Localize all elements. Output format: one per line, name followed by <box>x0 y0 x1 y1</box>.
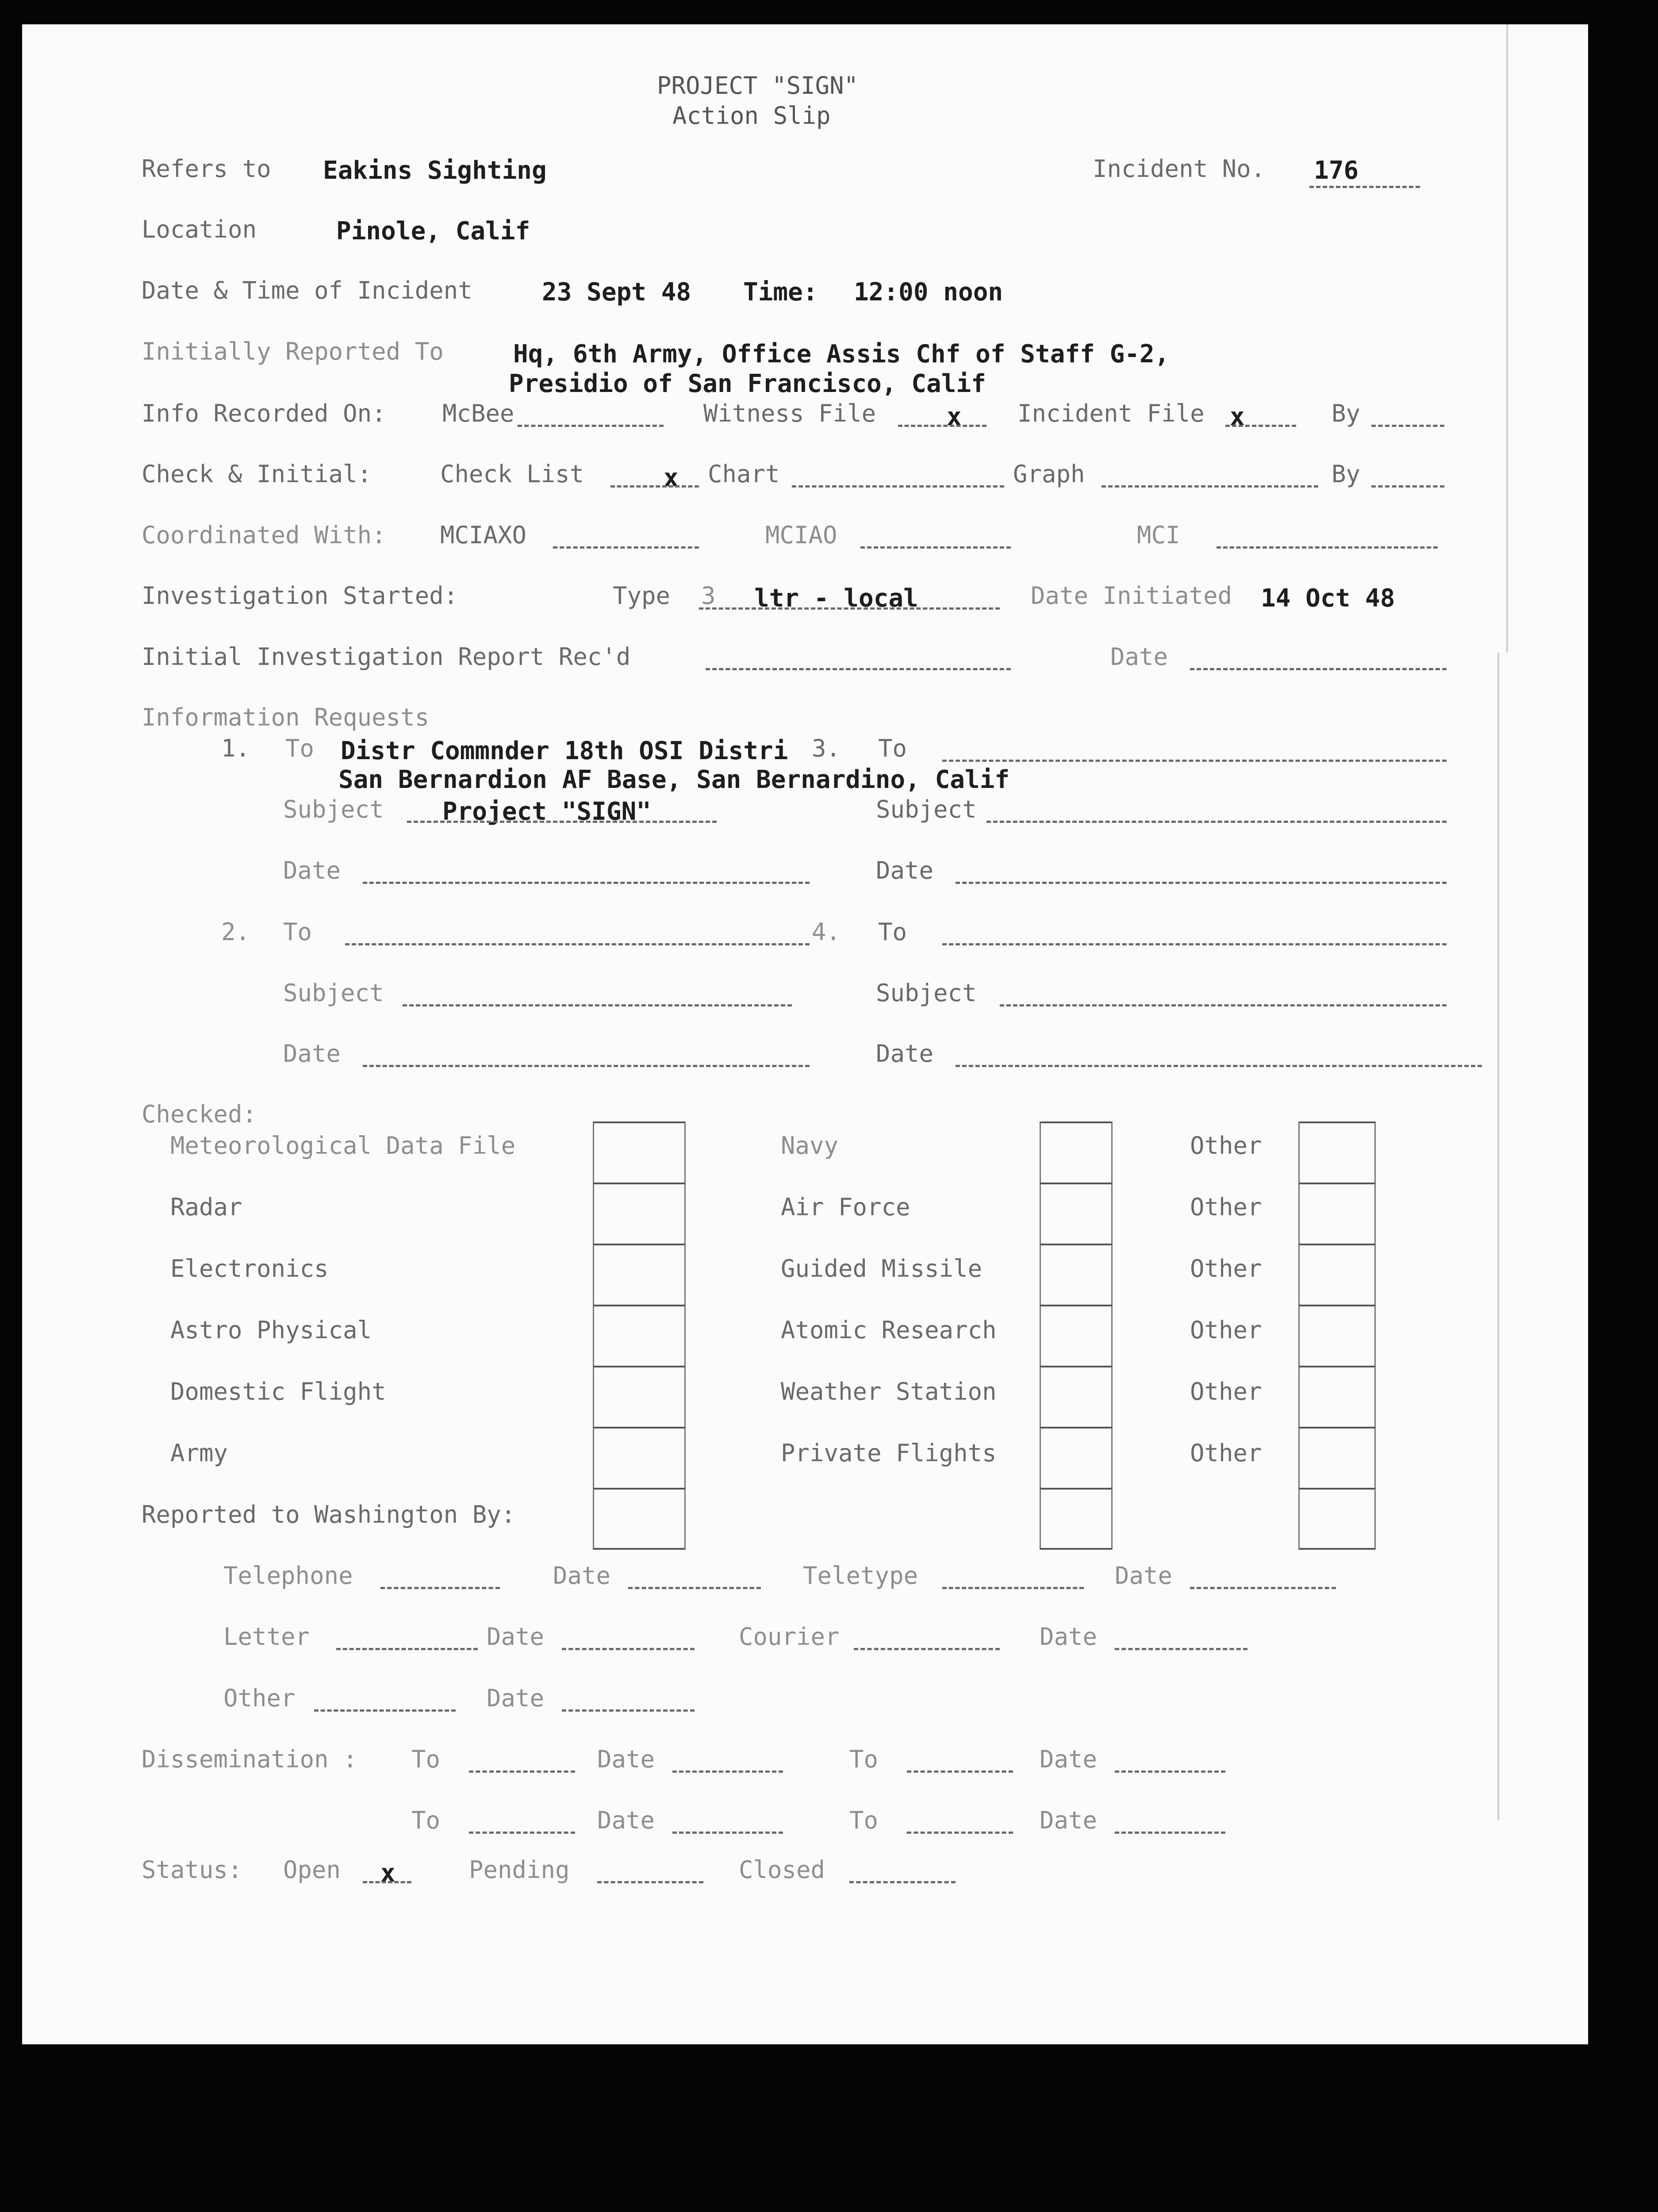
refers-to-label: Refers to <box>142 155 271 183</box>
mcbee-label: McBee <box>442 399 514 427</box>
checkbox-other-3[interactable] <box>1298 1244 1376 1305</box>
teletype-label: Teletype <box>803 1562 918 1590</box>
dissemination-to-1-blank <box>469 1770 575 1773</box>
request-3-subject-label: Subject <box>876 795 977 823</box>
mciao-blank <box>860 546 1011 549</box>
checkbox-domestic-flight[interactable] <box>593 1366 686 1427</box>
checkbox-private-flights[interactable] <box>1040 1427 1113 1488</box>
checkbox-other-6[interactable] <box>1298 1427 1376 1488</box>
initial-report-date-blank <box>1190 668 1447 670</box>
checked-other-2: Other <box>1190 1193 1262 1221</box>
graph-blank <box>1101 485 1318 488</box>
courier-blank <box>854 1648 1000 1650</box>
checked-electronics: Electronics <box>170 1255 329 1283</box>
initial-report-date-label: Date <box>1110 643 1168 671</box>
status-pending-label: Pending <box>469 1856 570 1884</box>
request-3-date-blank <box>956 882 1447 884</box>
request-1-to-value-line2: San Bernardion AF Base, San Bernardino, Calif <box>338 765 1010 794</box>
dissemination-date-2-blank <box>1115 1770 1225 1773</box>
incident-label: Incident No. <box>1093 155 1266 183</box>
teletype-date-label: Date <box>1115 1562 1173 1590</box>
checkbox-guided-missile[interactable] <box>1040 1244 1113 1305</box>
request-1-subject-blank <box>407 821 717 823</box>
status-open-blank <box>363 1881 411 1883</box>
dissemination-date-1: Date <box>597 1745 655 1773</box>
check-list-label: Check List <box>440 460 584 488</box>
checkbox-atomic-research[interactable] <box>1040 1305 1113 1366</box>
letter-date-label: Date <box>487 1623 545 1651</box>
investigation-type-value: 3 <box>701 582 716 610</box>
letter-date-blank <box>562 1648 695 1650</box>
checked-private-flights: Private Flights <box>781 1439 997 1467</box>
info-by-blank <box>1371 425 1444 427</box>
location-value: Pinole, Calif <box>336 217 530 246</box>
incident-file-label: Incident File <box>1017 399 1205 427</box>
request-2-date-blank <box>363 1065 810 1067</box>
letter-label: Letter <box>223 1623 310 1651</box>
initially-reported-line1: Hq, 6th Army, Office Assis Chf of Staff G-2, <box>513 340 1170 369</box>
checked-navy: Navy <box>781 1132 839 1160</box>
courier-date-blank <box>1115 1648 1247 1650</box>
request-4-number: 4. <box>812 918 841 946</box>
request-2-to-label: To <box>283 918 312 946</box>
check-list-blank <box>610 485 699 488</box>
checkbox-air-force[interactable] <box>1040 1183 1113 1244</box>
request-3-number: 3. <box>812 734 841 762</box>
incident-time: 12:00 noon <box>854 278 1003 307</box>
telephone-date-blank <box>628 1587 761 1589</box>
checkbox-column2-extra[interactable] <box>1040 1488 1113 1550</box>
other-date-blank <box>562 1709 695 1712</box>
refers-to-value: Eakins Sighting <box>323 156 547 185</box>
checkbox-other-4[interactable] <box>1298 1305 1376 1366</box>
status-closed-label: Closed <box>739 1856 825 1884</box>
form-title: PROJECT "SIGN" <box>657 72 859 100</box>
request-4-date-blank <box>956 1065 1482 1067</box>
courier-date-label: Date <box>1040 1623 1098 1651</box>
checkbox-army[interactable] <box>593 1427 686 1488</box>
letter-blank <box>336 1648 478 1650</box>
incident-file-mark: x <box>1230 403 1245 431</box>
dissemination-label: Dissemination : <box>142 1745 357 1773</box>
chart-label: Chart <box>708 460 780 488</box>
checked-astro-physical: Astro Physical <box>170 1316 372 1344</box>
check-initial-label: Check & Initial: <box>142 460 372 488</box>
dissemination-to-3-blank <box>469 1832 575 1834</box>
checkbox-meteorological[interactable] <box>593 1121 686 1183</box>
dissemination-to-4-blank <box>907 1832 1013 1834</box>
info-requests-label: Information Requests <box>142 703 430 731</box>
checked-other-6: Other <box>1190 1439 1262 1467</box>
coordinated-mciao: MCIAO <box>765 521 837 549</box>
telephone-blank <box>380 1587 500 1589</box>
request-2-to-blank <box>345 943 810 945</box>
request-3-date-label: Date <box>876 856 934 884</box>
checked-air-force: Air Force <box>781 1193 910 1221</box>
checkbox-radar[interactable] <box>593 1183 686 1244</box>
graph-label: Graph <box>1013 460 1085 488</box>
teletype-date-blank <box>1190 1587 1336 1589</box>
dissemination-to-4: To <box>849 1806 879 1834</box>
mciaxo-blank <box>553 546 699 549</box>
checked-radar: Radar <box>170 1193 242 1221</box>
info-by-label: By <box>1332 399 1361 427</box>
request-3-to-blank <box>942 760 1447 762</box>
request-1-subject-label: Subject <box>283 795 384 823</box>
request-4-to-blank <box>942 943 1447 945</box>
checkbox-astro-physical[interactable] <box>593 1305 686 1366</box>
coordinated-mciaxo: MCIAXO <box>440 521 527 549</box>
check-by-blank <box>1371 485 1444 488</box>
initially-reported-line2: Presidio of San Francisco, Calif <box>509 369 986 398</box>
investigation-label: Investigation Started: <box>142 582 458 610</box>
status-pending-blank <box>597 1881 703 1883</box>
request-1-date-blank <box>363 882 810 884</box>
checked-meteorological: Meteorological Data File <box>170 1132 516 1160</box>
status-closed-blank <box>849 1881 956 1883</box>
check-list-mark: x <box>664 464 679 492</box>
dissemination-date-3: Date <box>597 1806 655 1834</box>
checkbox-weather-station[interactable] <box>1040 1366 1113 1427</box>
scan-edge-line-lower <box>1497 653 1499 1820</box>
dissemination-date-4: Date <box>1040 1806 1098 1834</box>
checked-weather-station: Weather Station <box>781 1378 997 1406</box>
time-label: Time: <box>743 278 818 307</box>
request-2-subject-blank <box>403 1004 792 1006</box>
dissemination-date-3-blank <box>672 1832 783 1834</box>
mci-blank <box>1217 546 1438 549</box>
info-recorded-label: Info Recorded On: <box>142 399 386 427</box>
other-date-label: Date <box>487 1684 545 1712</box>
request-4-date-label: Date <box>876 1040 934 1068</box>
checked-other-1: Other <box>1190 1132 1262 1160</box>
date-initiated-label: Date Initiated <box>1031 582 1232 610</box>
status-label: Status: <box>142 1856 242 1884</box>
checkbox-column3-extra[interactable] <box>1298 1488 1376 1550</box>
request-1-number: 1. <box>221 734 250 762</box>
status-open-mark: x <box>380 1859 395 1888</box>
request-4-subject-label: Subject <box>876 979 977 1007</box>
telephone-label: Telephone <box>223 1562 353 1590</box>
investigation-type-label: Type <box>613 582 671 610</box>
request-1-date-label: Date <box>283 856 341 884</box>
mcbee-blank <box>518 425 664 427</box>
checkbox-column1-extra[interactable] <box>593 1488 686 1550</box>
date-initiated-value: 14 Oct 48 <box>1261 584 1395 613</box>
dissemination-date-2: Date <box>1040 1745 1098 1773</box>
dissemination-to-3: To <box>411 1806 441 1834</box>
request-1-to-label: To <box>285 734 315 762</box>
request-2-date-label: Date <box>283 1040 341 1068</box>
reported-washington-label: Reported to Washington By: <box>142 1501 516 1528</box>
checkbox-navy[interactable] <box>1040 1121 1113 1183</box>
checked-other-5: Other <box>1190 1378 1262 1406</box>
initially-reported-label: Initially Reported To <box>142 338 444 365</box>
witness-file-blank <box>898 425 986 427</box>
dissemination-date-4-blank <box>1115 1832 1225 1834</box>
checkbox-other-5[interactable] <box>1298 1366 1376 1427</box>
checkbox-other-2[interactable] <box>1298 1183 1376 1244</box>
scan-edge-line <box>1506 24 1508 653</box>
dissemination-to-2-blank <box>907 1770 1013 1773</box>
checked-atomic-research: Atomic Research <box>781 1316 997 1344</box>
checkbox-other-1[interactable] <box>1298 1121 1376 1183</box>
incident-date: 23 Sept 48 <box>542 278 691 307</box>
dissemination-date-1-blank <box>672 1770 783 1773</box>
witness-file-mark: x <box>947 403 962 431</box>
investigation-type-detail: ltr - local <box>754 584 918 613</box>
checked-army: Army <box>170 1439 228 1467</box>
checked-guided-missile: Guided Missile <box>781 1255 983 1283</box>
other-label: Other <box>223 1684 296 1712</box>
checked-other-4: Other <box>1190 1316 1262 1344</box>
telephone-date-label: Date <box>553 1562 611 1590</box>
coordinated-label: Coordinated With: <box>142 521 386 549</box>
witness-file-label: Witness File <box>703 399 876 427</box>
initial-report-blank <box>706 668 1011 670</box>
date-time-label: Date & Time of Incident <box>142 276 472 304</box>
incident-blank <box>1309 186 1420 188</box>
request-1-subject-value: Project "SIGN" <box>442 797 652 826</box>
request-3-subject-blank <box>986 821 1447 823</box>
form-subtitle: Action Slip <box>672 102 831 130</box>
location-label: Location <box>142 215 257 243</box>
dissemination-to-1: To <box>411 1745 441 1773</box>
checked-label: Checked: <box>142 1100 257 1128</box>
incident-value: 176 <box>1314 156 1359 185</box>
dissemination-to-2: To <box>849 1745 879 1773</box>
checked-other-3: Other <box>1190 1255 1262 1283</box>
coordinated-mci: MCI <box>1137 521 1180 549</box>
initial-report-label: Initial Investigation Report Rec'd <box>142 643 631 671</box>
checked-domestic-flight: Domestic Flight <box>170 1378 386 1406</box>
teletype-blank <box>942 1587 1084 1589</box>
request-2-number: 2. <box>221 918 250 946</box>
action-slip-page <box>22 24 1588 2044</box>
investigation-type-blank <box>699 607 1000 610</box>
request-1-to-value: Distr Commnder 18th OSI Distri <box>341 737 788 765</box>
request-4-subject-blank <box>1000 1004 1447 1006</box>
status-open-label: Open <box>283 1856 341 1884</box>
request-3-to-label: To <box>878 734 907 762</box>
incident-file-blank <box>1225 425 1296 427</box>
check-by-label: By <box>1332 460 1361 488</box>
chart-blank <box>792 485 1004 488</box>
checkbox-electronics[interactable] <box>593 1244 686 1305</box>
request-2-subject-label: Subject <box>283 979 384 1007</box>
courier-label: Courier <box>739 1623 840 1651</box>
other-blank <box>314 1709 456 1712</box>
request-4-to-label: To <box>878 918 907 946</box>
